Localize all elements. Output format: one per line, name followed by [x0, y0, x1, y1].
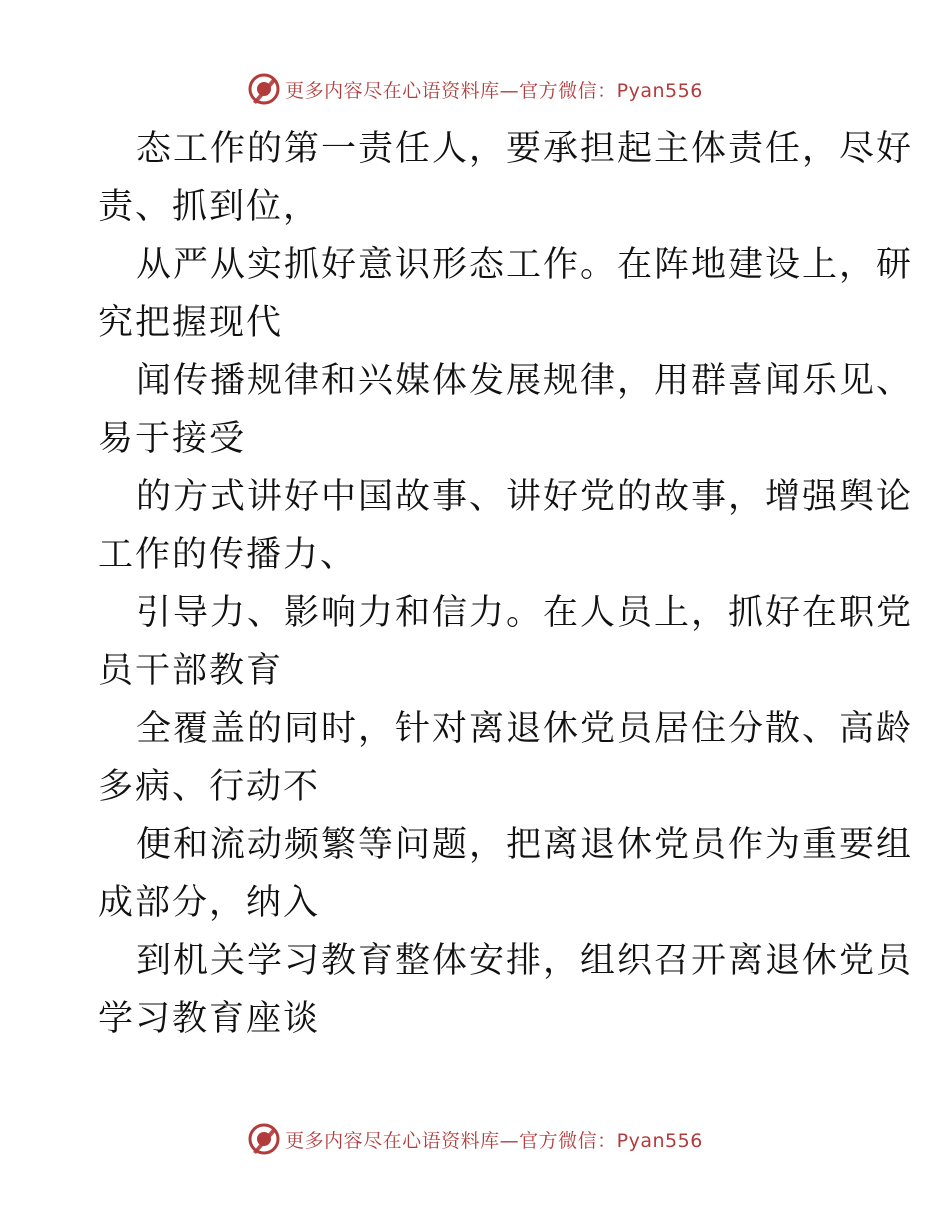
footer-watermark-banner [0, 1122, 950, 1156]
paragraph-line: 到机关学习教育整体安排，组织召开离退休党员 [136, 941, 914, 981]
paragraph-line: 员干部教育 [98, 651, 284, 691]
header-banner-text: 更多内容尽在心语资料库—官方微信：Pyan556 [285, 79, 703, 102]
paragraph-line: 易于接受 [98, 419, 247, 459]
pen-seal-logo-icon [247, 72, 281, 106]
paragraph-line: 学习教育座谈 [98, 999, 321, 1039]
paragraph-line: 全覆盖的同时，针对离退休党员居住分散、高龄 [136, 709, 914, 749]
header-watermark-banner [0, 72, 950, 106]
paragraph-line: 究把握现代 [98, 303, 284, 343]
paragraph-line: 成部分，纳入 [98, 883, 321, 923]
footer-banner-text: 更多内容尽在心语资料库—官方微信：Pyan556 [285, 1129, 703, 1152]
paragraph-line: 多病、行动不 [98, 767, 321, 807]
paragraph-line: 工作的传播力、 [98, 535, 358, 575]
paragraph-line: 态工作的第一责任人，要承担起主体责任，尽好 [136, 129, 914, 169]
document-body [98, 120, 914, 1048]
paragraph-line: 便和流动频繁等问题，把离退休党员作为重要组 [136, 825, 914, 865]
paragraph-line: 引导力、影响力和信力。在人员上，抓好在职党 [136, 593, 914, 633]
paragraph-line: 责、抓到位， [98, 187, 321, 227]
pen-seal-logo-icon [247, 1122, 281, 1156]
paragraph-line: 从严从实抓好意识形态工作。在阵地建设上，研 [136, 245, 914, 285]
paragraph-line: 闻传播规律和兴媒体发展规律，用群喜闻乐见、 [136, 361, 914, 401]
paragraph-line: 的方式讲好中国故事、讲好党的故事，增强舆论 [136, 477, 914, 517]
